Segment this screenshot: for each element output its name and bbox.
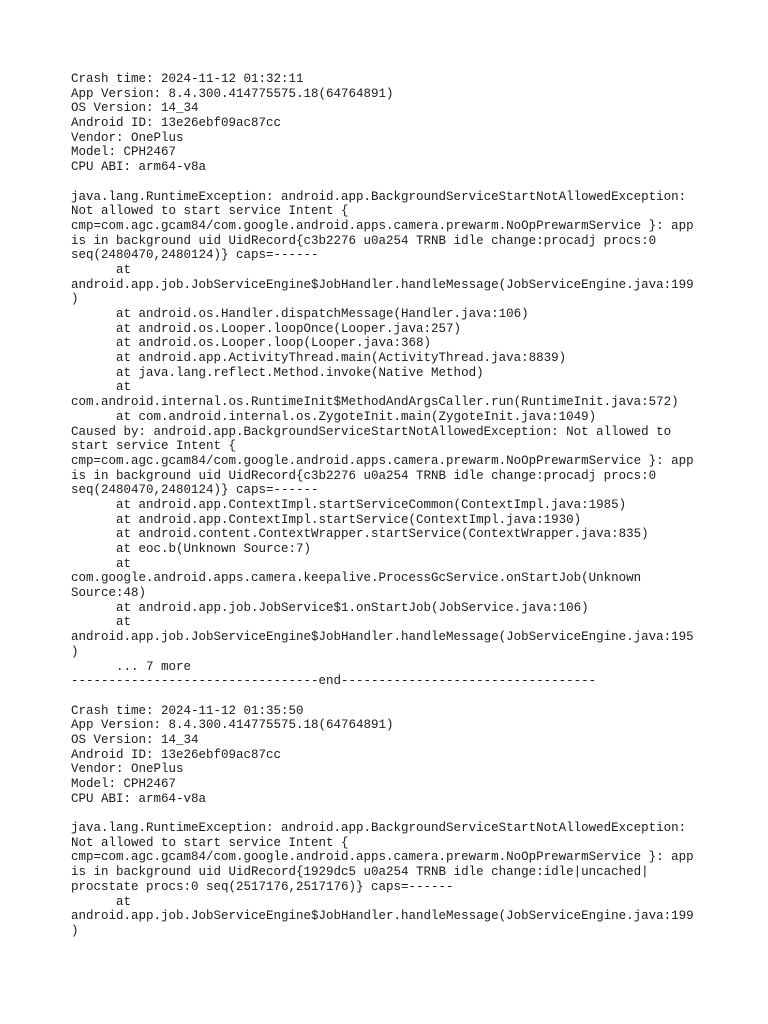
stack-frame-line: at (71, 556, 132, 571)
log-line: is in background uid UidRecord{1929dc5 u0a254 TRNB idle change:idle|uncached| (71, 865, 649, 880)
log-line: is in background uid UidRecord{c3b2276 u0a254 TRNB idle change:procadj procs:0 (71, 468, 657, 483)
log-line: cmp=com.agc.gcam84/com.google.android.apps.camera.prewarm.NoOpPrewarmService }: app (71, 218, 694, 233)
log-line: java.lang.RuntimeException: android.app.BackgroundServiceStartNotAllowedException: (71, 821, 687, 836)
log-line: Android ID: 13e26ebf09ac87cc (71, 747, 282, 762)
log-line: Model: CPH2467 (71, 145, 177, 160)
log-line: ) (71, 292, 79, 307)
log-line: ) (71, 923, 79, 938)
crash-time-line: Crash time: 2024-11-12 01:35:50 (71, 703, 304, 718)
stack-frame-line: at android.app.ContextImpl.startService(ContextImpl.java:1930) (71, 512, 582, 527)
stack-frame-line: at com.android.internal.os.ZygoteInit.main(ZygoteInit.java:1049) (71, 409, 597, 424)
end-separator: ---------------------------------end---------------------------------- (71, 674, 597, 689)
log-line: OS Version: 14_34 (71, 101, 199, 116)
stack-frame-line: at android.app.ActivityThread.main(ActivityThread.java:8839) (71, 351, 567, 366)
log-line: Vendor: OnePlus (71, 130, 184, 145)
log-line: com.android.internal.os.RuntimeInit$MethodAndArgsCaller.run(RuntimeInit.java:572) (71, 395, 679, 410)
stack-frame-line: at android.content.ContextWrapper.startService(ContextWrapper.java:835) (71, 527, 649, 542)
log-line: Vendor: OnePlus (71, 762, 184, 777)
log-line: CPU ABI: arm64-v8a (71, 791, 207, 806)
blank-line (71, 806, 711, 821)
log-line: android.app.job.JobServiceEngine$JobHandler.handleMessage(JobServiceEngine.java:199 (71, 909, 694, 924)
stack-frame-line: at android.app.job.JobService$1.onStartJob(JobService.java:106) (71, 600, 589, 615)
log-line: android.app.job.JobServiceEngine$JobHandler.handleMessage(JobServiceEngine.java:195 (71, 630, 694, 645)
log-line: Not allowed to start service Intent { (71, 835, 349, 850)
stack-frame-line: at (71, 615, 132, 630)
log-line: cmp=com.agc.gcam84/com.google.android.apps.camera.prewarm.NoOpPrewarmService }: app (71, 453, 694, 468)
log-line: App Version: 8.4.300.414775575.18(64764891) (71, 718, 394, 733)
log-line: start service Intent { (71, 439, 237, 454)
log-line: Source:48) (71, 586, 147, 601)
crash-time-line: Crash time: 2024-11-12 01:32:11 (71, 72, 304, 86)
stack-frame-line: at (71, 380, 132, 395)
caused-by-line: Caused by: android.app.BackgroundServiceStartNotAllowedException: Not allowed to (71, 424, 672, 439)
log-line: procstate procs:0 seq(2517176,2517176)} caps=------ (71, 879, 454, 894)
log-line: Not allowed to start service Intent { (71, 204, 349, 219)
log-line: seq(2480470,2480124)} caps=------ (71, 483, 319, 498)
crash-log-text (71, 72, 711, 939)
stack-frame-line: ... 7 more (71, 659, 192, 674)
log-line: CPU ABI: arm64-v8a (71, 160, 207, 175)
blank-line (71, 689, 711, 704)
log-line: cmp=com.agc.gcam84/com.google.android.apps.camera.prewarm.NoOpPrewarmService }: app (71, 850, 694, 865)
stack-frame-line: at android.os.Looper.loop(Looper.java:368) (71, 336, 432, 351)
log-line: OS Version: 14_34 (71, 732, 199, 747)
stack-frame-line: at android.os.Handler.dispatchMessage(Handler.java:106) (71, 307, 529, 321)
stack-frame-line: at android.app.ContextImpl.startServiceCommon(ContextImpl.java:1985) (71, 497, 627, 512)
stack-frame-line: at java.lang.reflect.Method.invoke(Native Method) (71, 365, 484, 380)
log-line: Android ID: 13e26ebf09ac87cc (71, 116, 282, 131)
log-line: android.app.job.JobServiceEngine$JobHandler.handleMessage(JobServiceEngine.java:199 (71, 277, 694, 292)
log-line: is in background uid UidRecord{c3b2276 u0a254 TRNB idle change:procadj procs:0 (71, 233, 657, 248)
stack-frame-line: at eoc.b(Unknown Source:7) (71, 542, 312, 556)
log-line: java.lang.RuntimeException: android.app.BackgroundServiceStartNotAllowedException: (71, 189, 687, 204)
stack-frame-line: at android.os.Looper.loopOnce(Looper.java:257) (71, 321, 462, 336)
stack-frame-line: at (71, 262, 132, 277)
log-line: Model: CPH2467 (71, 777, 177, 791)
blank-line (71, 175, 711, 190)
stack-frame-line: at (71, 894, 132, 909)
log-line: seq(2480470,2480124)} caps=------ (71, 248, 319, 263)
log-line: ) (71, 644, 79, 659)
log-line: com.google.android.apps.camera.keepalive.ProcessGcService.onStartJob(Unknown (71, 571, 642, 586)
log-line: App Version: 8.4.300.414775575.18(64764891) (71, 86, 394, 101)
